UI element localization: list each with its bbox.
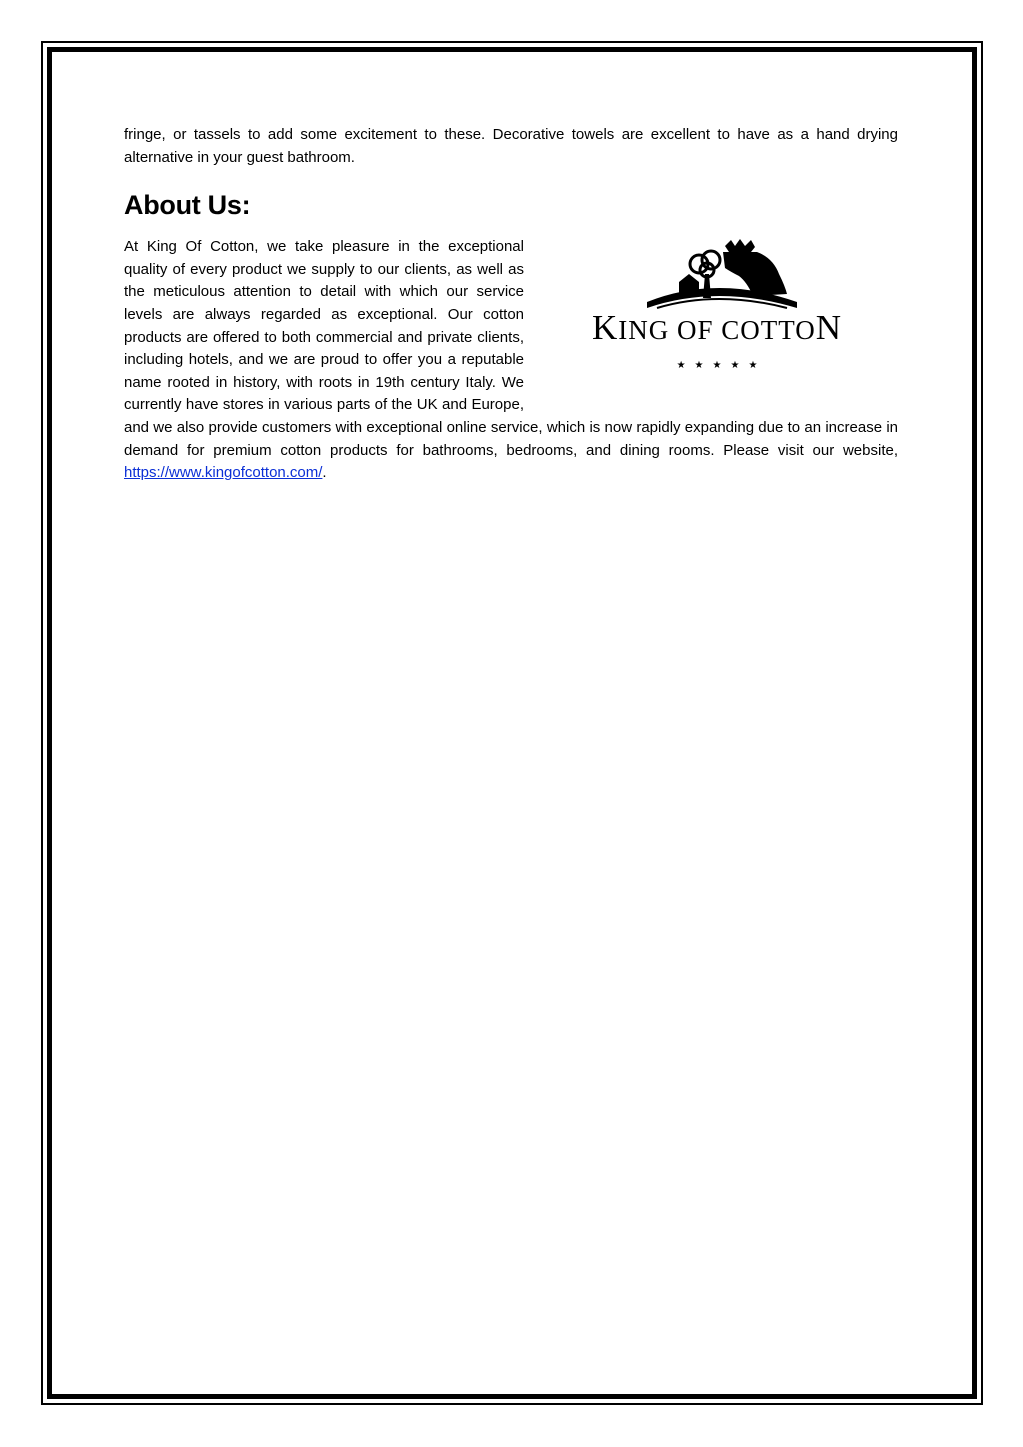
crown-tree-emblem-icon — [627, 238, 807, 312]
logo-stars-icon: ★★★★★ — [676, 360, 767, 372]
logo-wordmark-last: N — [815, 308, 843, 348]
website-link[interactable]: https://www.kingofcotton.com/ — [124, 464, 323, 482]
about-us-heading: About Us: — [124, 190, 251, 221]
king-of-cotton-logo — [536, 236, 898, 416]
about-paragraph-end: . — [322, 464, 327, 482]
logo-wordmark-middle: ING OF COTTO — [618, 315, 816, 346]
document-content — [124, 124, 898, 485]
logo-wordmark-first: K — [591, 308, 619, 348]
about-paragraph-text: At King Of Cotton, we take pleasure in the exceptional quality of every product we supply to our clients, as well as the meticulous attention to detail with which our service levels are always regarded as exceptional. Our cotton products are offered to both commercial and private clients, including hotels, and we are proud to offer you a reputable name rooted in history, with roots in 19th century Italy. We currently have stores in various parts of the UK and Europe, and we also provide customers with exceptional online service, which is now rapidly expanding due to an increase in demand for premium cotton products for bathrooms, bedrooms, and dining rooms. Please visit our website, — [124, 238, 898, 459]
intro-paragraph: fringe, or tassels to add some excitement to these. Decorative towels are excellent to have as a hand drying alternative in your guest bathroom. — [124, 126, 898, 166]
logo-wordmark — [591, 308, 843, 348]
